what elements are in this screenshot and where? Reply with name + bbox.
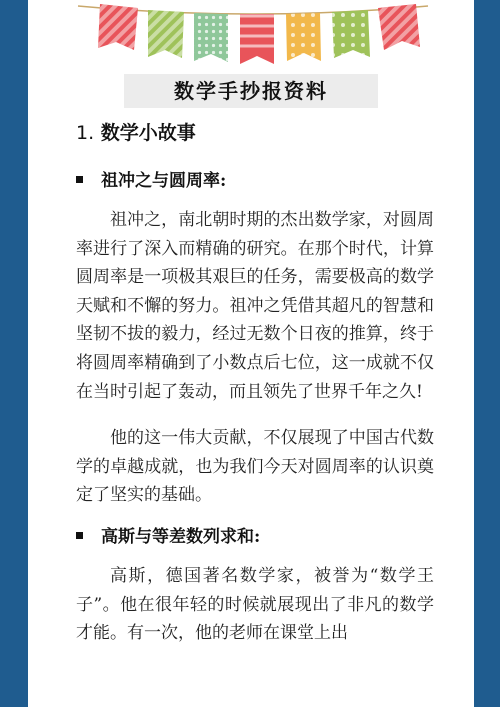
story-1-subtitle-row: [76, 168, 226, 194]
story-2-paragraph-1: 高斯，德国著名数学家，被誉为“数学王子”。他在很年轻的时候就展现出了非凡的数学才能。有一次，他的老师在课堂上出: [76, 566, 434, 644]
story-2-subtitle-row: [76, 524, 260, 550]
flag-7: [378, 4, 420, 50]
section-heading: [76, 118, 196, 148]
bullet-icon: [76, 532, 83, 539]
story-1-paragraph-2: 他的这一伟大贡献，不仅展现了中国古代数学的卓越成就，也为我们今天对圆周率的认识奠定了坚实的基础。: [76, 428, 434, 506]
flag-6: [332, 10, 370, 58]
document-page: [28, 0, 474, 707]
story-1-subtitle: 祖冲之与圆周率:: [101, 171, 227, 191]
flag-4: [240, 14, 274, 64]
flag-3: [194, 13, 228, 62]
flag-2: [148, 10, 184, 58]
story-1-paragraph-1: 祖冲之，南北朝时期的杰出数学家，对圆周率进行了深入而精确的研究。在那个时代，计算圆周率是一项极其艰巨的任务，需要极高的数学天赋和不懈的努力。祖冲之凭借其超凡的智慧和坚韧不拔的毅力，经过无数个日夜的推算，终于将圆周率精确到了小数点后七位，这一成就不仅在当时引起了轰动，而且领先了世界千年之久!: [76, 210, 434, 402]
page-title: 数学手抄报资料: [174, 79, 328, 103]
flag-5: [286, 13, 321, 61]
section-title: 数学小故事: [100, 122, 196, 144]
bunting-decoration: [28, 0, 474, 70]
flag-1: [98, 4, 138, 50]
section-number: 1.: [76, 122, 95, 144]
bullet-icon: [76, 176, 83, 183]
story-2-subtitle: 高斯与等差数列求和:: [101, 527, 261, 547]
